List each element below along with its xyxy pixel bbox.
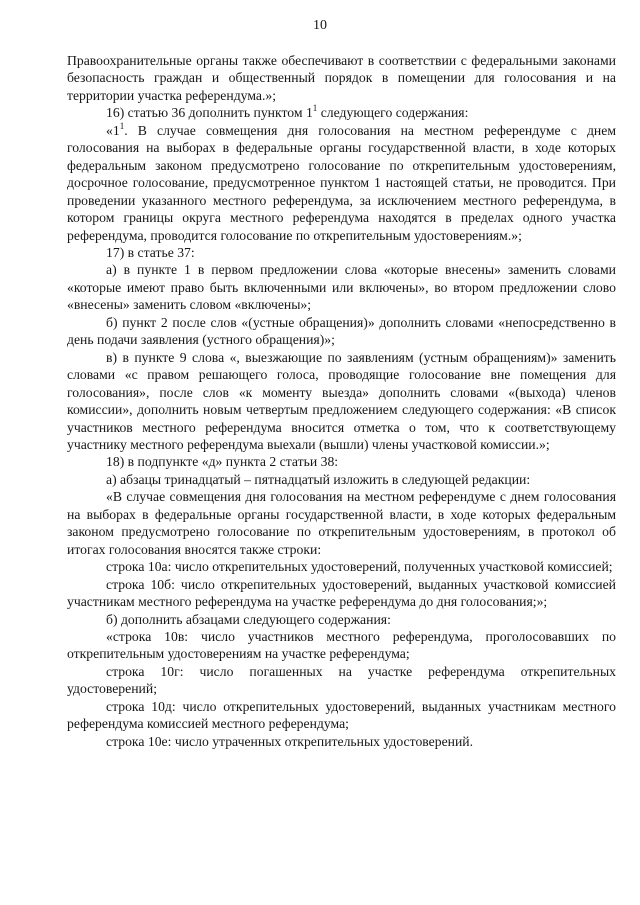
paragraph: в) в пункте 9 слова «, выезжающие по заявлениям (устным обращениям)» заменить словами «с правом решающего голоса, проводящие голосование вне помещения для голосования», после слов «к моменту выезда» дополнить словами «(выхода) членов комиссии», дополнить новым четвертым предложением следующего содержания: «В список участников местного референдума вносится отметка о том, что к соответствующему участнику местного референдума выехали (вышли) члены участковой комиссии.»; — [67, 349, 616, 452]
paragraph: 18) в подпункте «д» пункта 2 статьи 38: — [106, 454, 339, 470]
paragraph: а) абзацы тринадцатый – пятнадцатый изложить в следующей редакции: — [106, 471, 531, 487]
paragraph-text: 16) статью 36 дополнить пунктом 1 — [106, 105, 313, 121]
paragraph: 17) в статье 37: — [106, 244, 195, 260]
page-number: 10 — [313, 18, 327, 33]
paragraph — [67, 104, 616, 121]
paragraph: б) дополнить абзацами следующего содержания: — [106, 611, 391, 627]
paragraph-text: следующего содержания: — [317, 105, 469, 121]
paragraph: «В случае совмещения дня голосования на местном референдуме с днем голосования на выборах в федеральные органы государственной власти, в ходе которых федеральным законом предусмотрено голосование по открепительным удостоверениям, в протокол об итогах голосования вносятся также строки: — [67, 489, 616, 557]
paragraph: строка 10е: число утраченных открепительных удостоверений. — [106, 733, 474, 749]
paragraph: б) пункт 2 после слов «(устные обращения)» дополнить словами «непосредственно в день подачи заявления (устного обращения)»; — [67, 314, 616, 348]
document-body — [67, 52, 616, 750]
paragraph: а) в пункте 1 в первом предложении слова «которые внесены» заменить словами «которые имеют право быть включенными или включены», во втором предложении слово «внесены» заменить словом «включены»; — [67, 262, 616, 313]
paragraph — [67, 122, 616, 244]
paragraph: строка 10д: число открепительных удостоверений, выданных участникам местного референдума комиссией местного референдума; — [67, 698, 616, 732]
superscript: 1 — [312, 103, 318, 114]
superscript: 1 — [119, 120, 125, 131]
paragraph: строка 10а: число открепительных удостоверений, полученных участковой комиссией; — [106, 559, 613, 575]
paragraph: Правоохранительные органы также обеспечивают в соответствии с федеральными законами безопасность граждан и общественный порядок в помещении для голосования и на территории участка референдума.»; — [67, 53, 616, 103]
paragraph: строка 10б: число открепительных удостоверений, выданных участковой комиссией участникам местного референдума на участке референдума до дня голосования;»; — [67, 576, 616, 610]
paragraph: строка 10г: число погашенных на участке референдума открепительных удостоверений; — [67, 663, 616, 697]
paragraph: «строка 10в: число участников местного референдума, проголосовавших по открепительным удостоверениям на участке референдума; — [67, 628, 616, 662]
paragraph-text: . В случае совмещения дня голосования на местном референдуме с днем голосования на выборах в федеральные органы государственной власти, в ходе которых федеральным законом предусмотрено голосование по открепительным удостоверениям, досрочное голосование, предусмотренное пунктом 1 настоящей статьи, не проводится. При проведении указанного местного референдума, за исключением местного референдума, в котором границы округа местного референдума находятся в пределах одного участка референдума, проводится голосование по открепительным удостоверениям.»; — [67, 122, 616, 243]
paragraph-text: «1 — [106, 122, 120, 138]
